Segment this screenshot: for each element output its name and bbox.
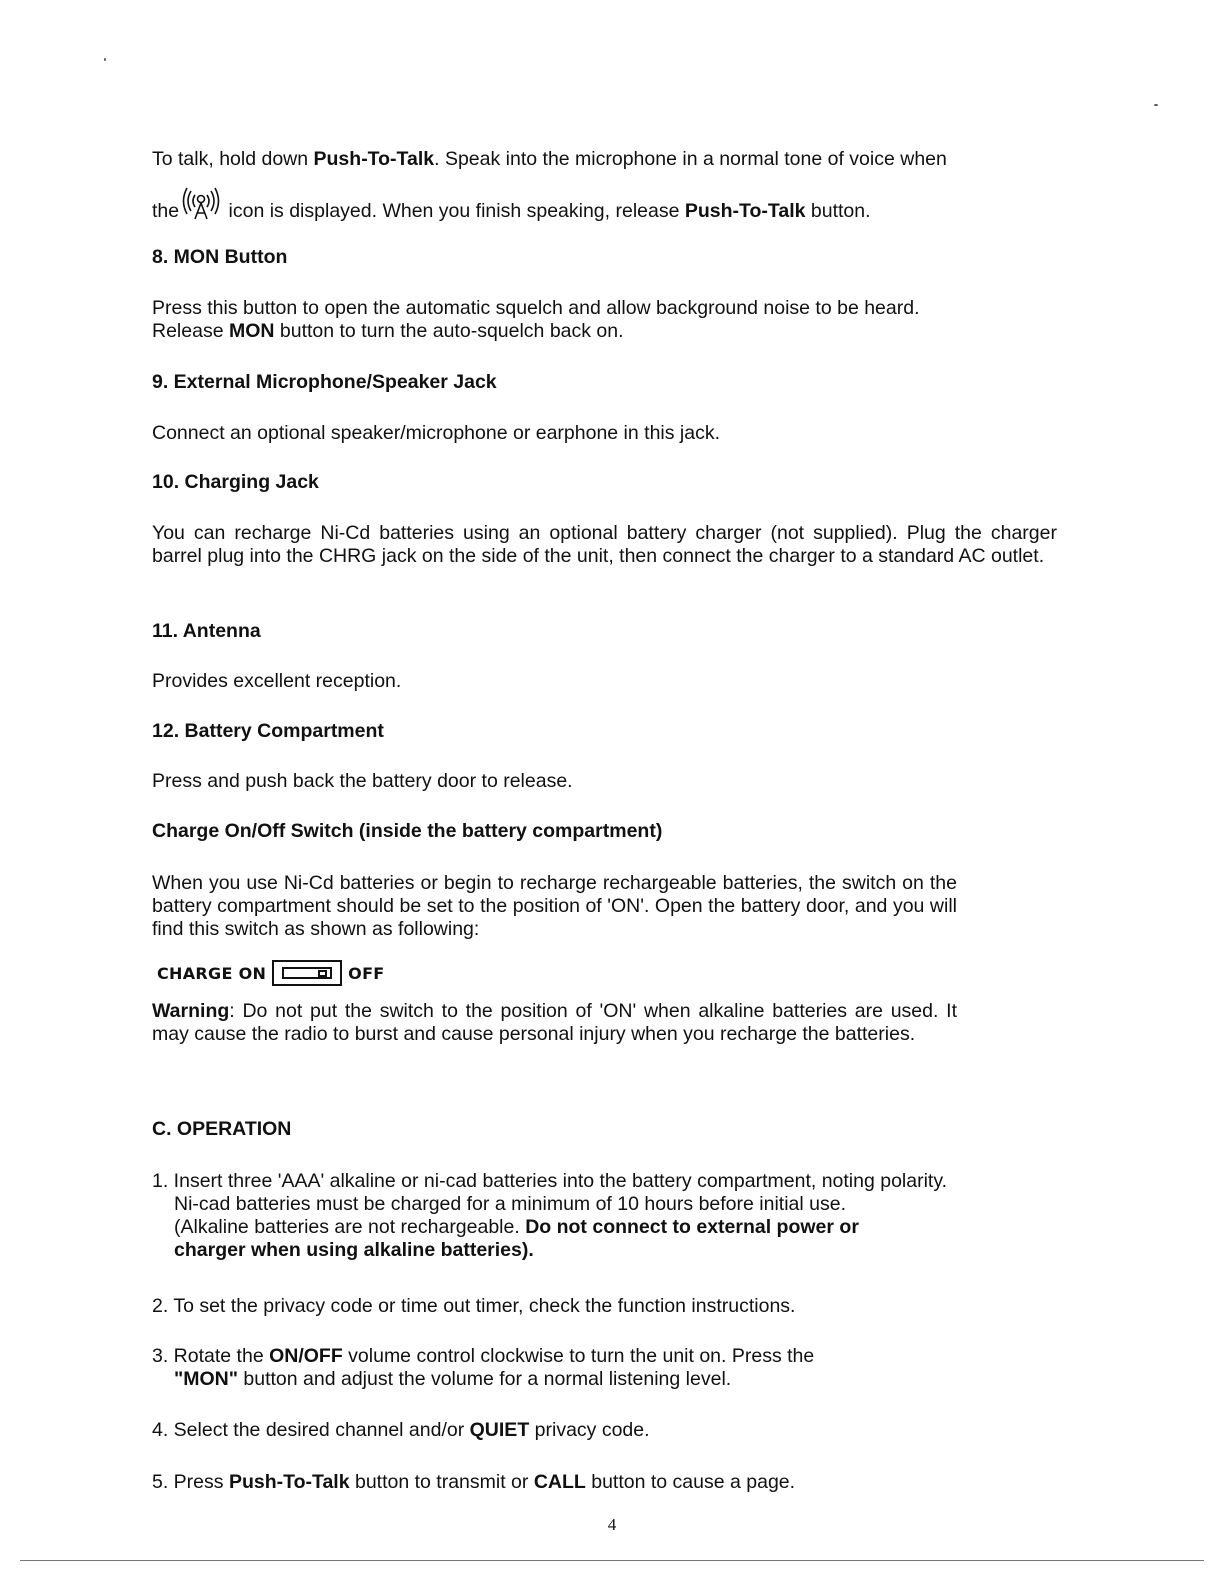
section-heading-external-jack: 9. External Microphone/Speaker Jack	[152, 371, 497, 393]
switch-box	[272, 960, 342, 986]
switch-on-label: CHARGE ON	[157, 963, 267, 983]
ptt-paragraph-line2: the icon is displayed. When you finish speaking, release Push-To-Talk button.	[152, 185, 1057, 223]
charging-jack-text: You can recharge Ni-Cd batteries using an optional battery charger (not supplied). Plug the charger barrel plug into the CHRG jack on the side of the unit, then connect the charger to a standard AC outlet.	[152, 522, 1057, 567]
charge-switch-text: When you use Ni-Cd batteries or begin to recharge rechargeable batteries, the switch on the battery compartment should be set to the position of 'ON'. Open the battery door, and you will find this switch as shown as following:	[152, 872, 957, 940]
operation-item-2: 2. To set the privacy code or time out timer, check the function instructions.	[152, 1295, 796, 1317]
transmit-antenna-icon	[181, 185, 221, 221]
section-heading-mon: 8. MON Button	[152, 246, 288, 268]
charge-switch-diagram	[157, 958, 385, 988]
operation-item-4: 4. Select the desired channel and/or QUIET privacy code.	[152, 1419, 650, 1441]
antenna-text: Provides excellent reception.	[152, 670, 402, 692]
mon-text: Press this button to open the automatic squelch and allow background noise to be heard. Release MON button to turn the auto-squelch back on.	[152, 297, 920, 342]
switch-slot	[282, 967, 332, 979]
switch-off-label: OFF	[348, 963, 385, 983]
ptt-paragraph: To talk, hold down Push-To-Talk. Speak into the microphone in a normal tone of voice when	[152, 148, 947, 170]
charge-switch-heading: Charge On/Off Switch (inside the battery compartment)	[152, 820, 663, 842]
scan-speck	[1154, 104, 1158, 106]
operation-item-5: 5. Press Push-To-Talk button to transmit or CALL button to cause a page.	[152, 1471, 796, 1493]
external-jack-text: Connect an optional speaker/microphone or earphone in this jack.	[152, 422, 721, 444]
section-heading-charging-jack: 10. Charging Jack	[152, 471, 319, 493]
scan-speck	[104, 58, 106, 61]
ptt-keyword: Push-To-Talk	[313, 148, 435, 170]
bottom-rule	[20, 1560, 1204, 1561]
operation-item-3: 3. Rotate the ON/OFF volume control clockwise to turn the unit on. Press the "MON" button and adjust the volume for a normal listening level.	[152, 1345, 815, 1390]
warning-text: Warning: Do not put the switch to the position of 'ON' when alkaline batteries are used. It may cause the radio to burst and cause personal injury when you recharge the batteries.	[152, 1000, 957, 1045]
section-heading-antenna: 11. Antenna	[152, 620, 261, 642]
battery-compartment-text: Press and push back the battery door to release.	[152, 770, 573, 792]
operation-item-1: 1. Insert three 'AAA' alkaline or ni-cad batteries into the battery compartment, noting polarity. Ni-cad batteries must be charged for a minimum of 10 hours before initial use. (Alkaline batteries are not rechargeable. Do not connect to external power or charger when using alkaline batteries).	[152, 1170, 948, 1261]
page-number: 4	[607, 1515, 617, 1534]
operation-heading: C. OPERATION	[152, 1118, 292, 1140]
switch-knob	[318, 970, 327, 977]
section-heading-battery-compartment: 12. Battery Compartment	[152, 720, 384, 742]
warning-label: Warning	[152, 1000, 230, 1022]
